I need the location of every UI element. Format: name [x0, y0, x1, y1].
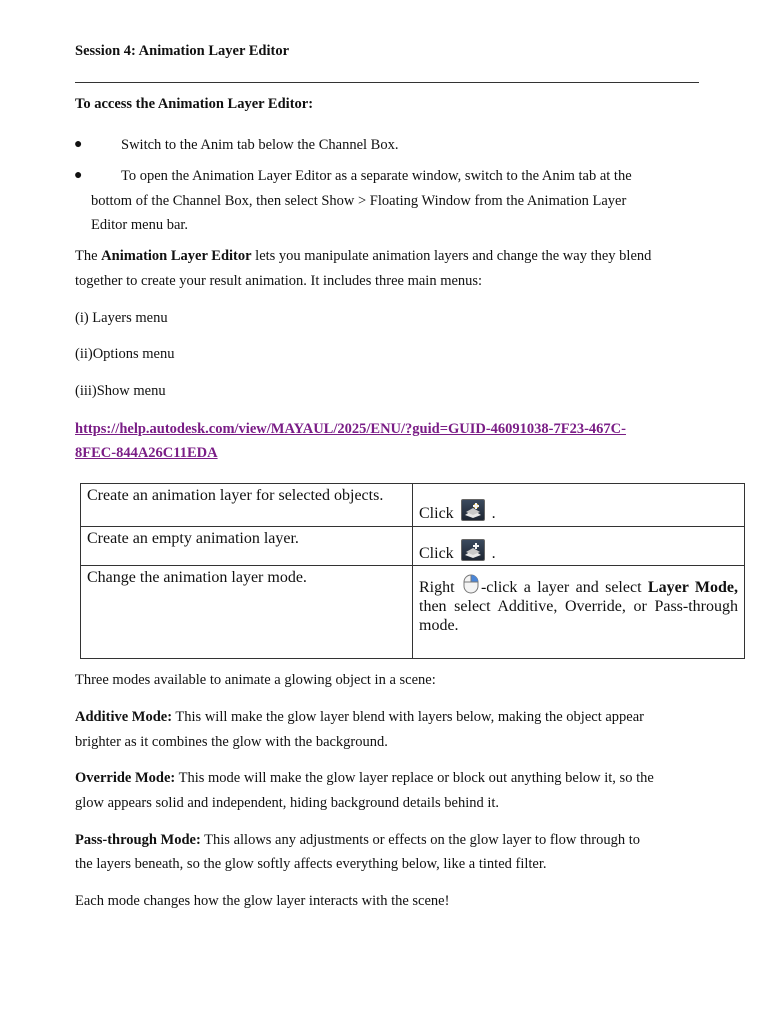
additive-mode-paragraph-line2: brighter as it combines the glow with the background. [75, 734, 388, 750]
bullet-text: To open the Animation Layer Editor as a separate window, switch to the Anim tab at the [121, 168, 632, 184]
override-mode-paragraph-line2: glow appears solid and independent, hiding background details behind it. [75, 795, 500, 811]
additive-mode-paragraph: Additive Mode: This will make the glow layer blend with layers below, making the object appear [75, 709, 644, 725]
table-cell-action: Create an empty animation layer. [81, 527, 413, 566]
empty-layer-icon[interactable] [461, 539, 485, 561]
pass-through-mode-paragraph: Pass-through Mode: This allows any adjustments or effects on the glow layer to flow through to [75, 832, 641, 848]
table-row [81, 527, 745, 566]
title-rule [75, 82, 699, 83]
override-mode-paragraph: Override Mode: This mode will make the glow layer replace or block out anything below it, so the [75, 770, 654, 786]
pass-through-mode-paragraph-line2: the layers beneath, so the glow softly affects everything below, like a tinted filter. [75, 856, 547, 872]
closing-line: Each mode changes how the glow layer interacts with the scene! [75, 893, 450, 909]
bullet-text: bottom of the Channel Box, then select Show > Floating Window from the Animation Layer [91, 193, 627, 209]
commands-table [80, 483, 745, 659]
table-cell-action: Change the animation layer mode. [81, 566, 413, 659]
bullet-dot: ● [74, 137, 83, 152]
table-cell-action: Create an animation layer for selected objects. [81, 484, 413, 527]
table-row [81, 484, 745, 527]
intro-paragraph-line2: together to create your result animation. It includes three main menus: [75, 273, 483, 289]
animation-layer-icon[interactable] [461, 499, 485, 521]
bullet-text: Switch to the Anim tab below the Channel Box. [121, 137, 399, 153]
bullet-text: Editor menu bar. [91, 217, 189, 233]
access-heading: To access the Animation Layer Editor: [75, 96, 314, 112]
help-link-continued[interactable]: 8FEC-844A26C11EDA [75, 445, 218, 461]
menu-item-show: (iii)Show menu [75, 383, 166, 399]
bullet-dot: ● [74, 168, 83, 183]
table-cell-how: Right -click a layer and select Layer Mode, then select Additive, Override, or Pass-through mode. [413, 566, 745, 659]
right-mouse-button-icon [463, 574, 479, 594]
modes-intro: Three modes available to animate a glowing object in a scene: [75, 672, 436, 688]
page-title: Session 4: Animation Layer Editor [75, 43, 290, 59]
menu-item-options: (ii)Options menu [75, 346, 175, 362]
help-link[interactable]: https://help.autodesk.com/view/MAYAUL/2025/ENU/?guid=GUID-46091038-7F23-467C- [75, 421, 626, 437]
menu-item-layers: (i) Layers menu [75, 310, 168, 326]
table-row [81, 566, 745, 659]
table-cell-how: Click . [413, 484, 745, 527]
table-cell-how: Click . [413, 527, 745, 566]
intro-paragraph: The Animation Layer Editor lets you manipulate animation layers and change the way they blend [75, 248, 652, 264]
